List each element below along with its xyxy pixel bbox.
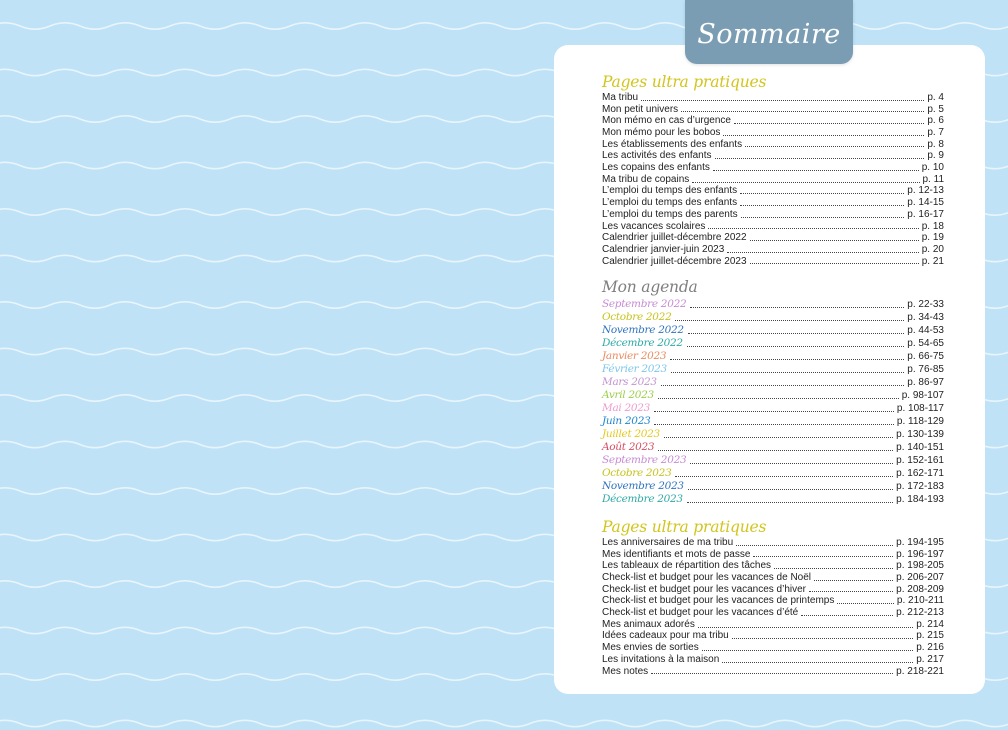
toc-entry	[602, 115, 944, 127]
month-label: Juin 2023	[602, 415, 651, 427]
toc-entry	[602, 232, 944, 244]
dot-leader	[702, 650, 913, 651]
dot-leader	[814, 580, 893, 581]
page-number: p. 196-197	[896, 548, 944, 560]
entry-label: Calendrier juillet-décembre 2022	[602, 232, 747, 244]
section-heading: Pages ultra pratiques	[602, 518, 767, 536]
entry-label: L’emploi du temps des enfants	[602, 197, 738, 209]
dot-leader	[670, 359, 904, 360]
page-number: p. 34-43	[907, 312, 944, 323]
dot-leader	[688, 489, 893, 490]
dot-leader	[651, 673, 893, 674]
page-number: p. 98-107	[901, 390, 944, 401]
dot-leader	[715, 158, 925, 159]
entry-label: Mes identifiants et mots de passe	[602, 548, 751, 560]
dot-leader	[750, 240, 919, 241]
section-heading: Pages ultra pratiques	[602, 73, 767, 91]
agenda-month-entry	[602, 415, 944, 428]
toc-entry	[602, 150, 944, 162]
entry-label: Check-list et budget pour les vacances de Noël	[602, 572, 812, 584]
page-number: p. 216	[916, 642, 944, 654]
agenda-month-entry	[602, 454, 944, 467]
toc-entry	[602, 619, 944, 631]
toc-entry	[602, 244, 944, 256]
section-pages-ultra-pratiques-1	[602, 72, 944, 267]
entry-label: Les établissements des enfants	[602, 138, 743, 150]
dot-leader	[687, 502, 893, 503]
page-number: p. 206-207	[896, 572, 944, 584]
toc-entry	[602, 186, 944, 198]
toc-entry	[602, 642, 944, 654]
toc-entry	[602, 162, 944, 174]
dot-leader	[658, 398, 899, 399]
dot-leader	[740, 205, 904, 206]
page-number: p. 214	[916, 618, 944, 630]
entry-label: Check-list et budget pour les vacances d’hiver	[602, 583, 806, 595]
month-label: Novembre 2023	[602, 480, 684, 492]
title-tab	[685, 0, 853, 64]
toc-list	[602, 92, 944, 267]
section-pages-ultra-pratiques-2	[602, 517, 944, 677]
dot-leader	[661, 385, 905, 386]
wave-line	[0, 720, 1008, 726]
section-heading: Mon agenda	[602, 278, 698, 296]
page-number: p. 194-195	[896, 536, 944, 548]
month-label: Octobre 2022	[602, 311, 672, 323]
toc-entry	[602, 197, 944, 209]
agenda-month-entry	[602, 428, 944, 441]
page-number: p. 8	[927, 138, 944, 150]
page-number: p. 9	[927, 150, 944, 162]
toc-entry	[602, 221, 944, 233]
toc-entry	[602, 104, 944, 116]
entry-label: Mon petit univers	[602, 103, 679, 115]
page-number: p. 7	[927, 127, 944, 139]
month-label: Janvier 2023	[602, 350, 667, 362]
agenda-month-entry	[602, 402, 944, 415]
month-label: Août 2023	[602, 441, 655, 453]
page-number: p. 21	[921, 255, 944, 267]
toc-entry	[602, 139, 944, 151]
month-label: Septembre 2022	[602, 298, 687, 310]
toc-entry	[602, 595, 944, 607]
dot-leader	[664, 437, 893, 438]
dot-leader	[641, 100, 924, 101]
dot-leader	[745, 146, 924, 147]
dot-leader	[736, 545, 893, 546]
dot-leader	[675, 320, 904, 321]
dot-leader	[740, 193, 904, 194]
page-number: p. 212-213	[896, 607, 944, 619]
dot-leader	[722, 662, 913, 663]
page-number: p. 118-129	[896, 416, 944, 427]
page-number: p. 10	[921, 162, 944, 174]
page-number: p. 4	[927, 91, 944, 103]
dot-leader	[654, 411, 894, 412]
agenda-month-entry	[602, 467, 944, 480]
page-number: p. 162-171	[896, 468, 944, 479]
wave-line	[0, 23, 1008, 29]
page-number: p. 5	[927, 103, 944, 115]
page-number: p. 140-151	[896, 442, 944, 453]
month-label: Octobre 2023	[602, 467, 672, 479]
entry-label: Les invitations à la maison	[602, 653, 720, 665]
page-number: p. 184-193	[896, 494, 944, 505]
toc-entry	[602, 584, 944, 596]
month-label: Décembre 2023	[602, 493, 683, 505]
toc-list	[602, 537, 944, 677]
dot-leader	[698, 627, 913, 628]
entry-label: Les tableaux de répartition des tâches	[602, 560, 771, 572]
month-label: Mai 2023	[602, 402, 651, 414]
page-number: p. 19	[921, 232, 944, 244]
dot-leader	[727, 252, 918, 253]
dot-leader	[732, 638, 913, 639]
month-label: Avril 2023	[602, 389, 654, 401]
page-number: p. 152-161	[896, 455, 944, 466]
agenda-month-entry	[602, 324, 944, 337]
month-label: Septembre 2023	[602, 454, 687, 466]
page-number: p. 44-53	[907, 325, 944, 336]
page-number: p. 172-183	[896, 481, 944, 492]
toc-entry	[602, 572, 944, 584]
page-number: p. 215	[916, 630, 944, 642]
agenda-month-entry	[602, 298, 944, 311]
entry-label: Mes animaux adorés	[602, 618, 695, 630]
month-label: Juillet 2023	[602, 428, 660, 440]
toc-entry	[602, 654, 944, 666]
dot-leader	[750, 263, 919, 264]
agenda-month-entry	[602, 350, 944, 363]
page-number: p. 14-15	[907, 197, 944, 209]
entry-label: Les activités des enfants	[602, 150, 712, 162]
dot-leader	[654, 424, 893, 425]
toc-entry	[602, 549, 944, 561]
page-number: p. 218-221	[896, 665, 944, 677]
agenda-month-entry	[602, 311, 944, 324]
dot-leader	[801, 615, 893, 616]
dot-leader	[741, 217, 905, 218]
entry-label: L’emploi du temps des parents	[602, 208, 738, 220]
dot-leader	[690, 463, 893, 464]
entry-label: Mes notes	[602, 665, 649, 677]
page-number: p. 198-205	[896, 560, 944, 572]
entry-label: Calendrier janvier-juin 2023	[602, 243, 725, 255]
entry-label: Calendrier juillet-décembre 2023	[602, 255, 747, 267]
page-number: p. 130-139	[896, 429, 944, 440]
page-number: p. 210-211	[896, 595, 944, 607]
agenda-month-entry	[602, 389, 944, 402]
dot-leader	[713, 170, 919, 171]
dot-leader	[658, 450, 893, 451]
agenda-month-entry	[602, 376, 944, 389]
page-number: p. 208-209	[896, 583, 944, 595]
dot-leader	[675, 476, 893, 477]
toc-entry	[602, 209, 944, 221]
dot-leader	[681, 111, 924, 112]
dot-leader	[723, 135, 924, 136]
dot-leader	[734, 123, 924, 124]
toc-list	[602, 298, 944, 506]
dot-leader	[809, 591, 893, 592]
dot-leader	[687, 346, 904, 347]
month-label: Décembre 2022	[602, 337, 683, 349]
entry-label: Mes envies de sorties	[602, 642, 699, 654]
entry-label: Ma tribu de copains	[602, 173, 690, 185]
section-mon-agenda	[602, 277, 944, 506]
page-number: p. 22-33	[907, 299, 944, 310]
toc-entry	[602, 666, 944, 678]
page-number: p. 108-117	[896, 403, 944, 414]
page-number: p. 66-75	[907, 351, 944, 362]
entry-label: Ma tribu	[602, 91, 639, 103]
entry-label: Les vacances scolaires	[602, 220, 706, 232]
entry-label: Check-list et budget pour les vacances de printemps	[602, 595, 835, 607]
dot-leader	[837, 603, 894, 604]
page-title: Sommaire	[697, 18, 841, 50]
month-label: Février 2023	[602, 363, 667, 375]
dot-leader	[774, 568, 893, 569]
entry-label: Mon mémo en cas d’urgence	[602, 115, 731, 127]
toc-entry	[602, 607, 944, 619]
page-number: p. 20	[921, 243, 944, 255]
page-number: p. 18	[921, 220, 944, 232]
agenda-month-entry	[602, 363, 944, 376]
dot-leader	[753, 556, 893, 557]
page-number: p. 12-13	[907, 185, 944, 197]
toc-entry	[602, 92, 944, 104]
entry-label: Mon mémo pour les bobos	[602, 127, 721, 139]
dot-leader	[690, 307, 904, 308]
month-label: Mars 2023	[602, 376, 657, 388]
month-label: Novembre 2022	[602, 324, 684, 336]
agenda-month-entry	[602, 480, 944, 493]
dot-leader	[671, 372, 904, 373]
page-number: p. 6	[927, 115, 944, 127]
toc-entry	[602, 560, 944, 572]
toc-entry	[602, 537, 944, 549]
agenda-month-entry	[602, 493, 944, 506]
toc-entry	[602, 256, 944, 268]
page-number: p. 217	[916, 653, 944, 665]
entry-label: Les copains des enfants	[602, 162, 710, 174]
toc-entry	[602, 631, 944, 643]
page-number: p. 54-65	[907, 338, 944, 349]
dot-leader	[688, 333, 905, 334]
agenda-month-entry	[602, 337, 944, 350]
entry-label: Idées cadeaux pour ma tribu	[602, 630, 729, 642]
entry-label: L’emploi du temps des enfants	[602, 185, 738, 197]
page-number: p. 11	[922, 173, 944, 185]
entry-label: Les anniversaires de ma tribu	[602, 536, 734, 548]
dot-leader	[708, 228, 918, 229]
dot-leader	[692, 182, 919, 183]
page-number: p. 76-85	[907, 364, 944, 375]
entry-label: Check-list et budget pour les vacances d’été	[602, 607, 799, 619]
toc-entry	[602, 174, 944, 186]
page-number: p. 86-97	[907, 377, 944, 388]
toc-entry	[602, 127, 944, 139]
agenda-month-entry	[602, 441, 944, 454]
page-number: p. 16-17	[907, 208, 944, 220]
